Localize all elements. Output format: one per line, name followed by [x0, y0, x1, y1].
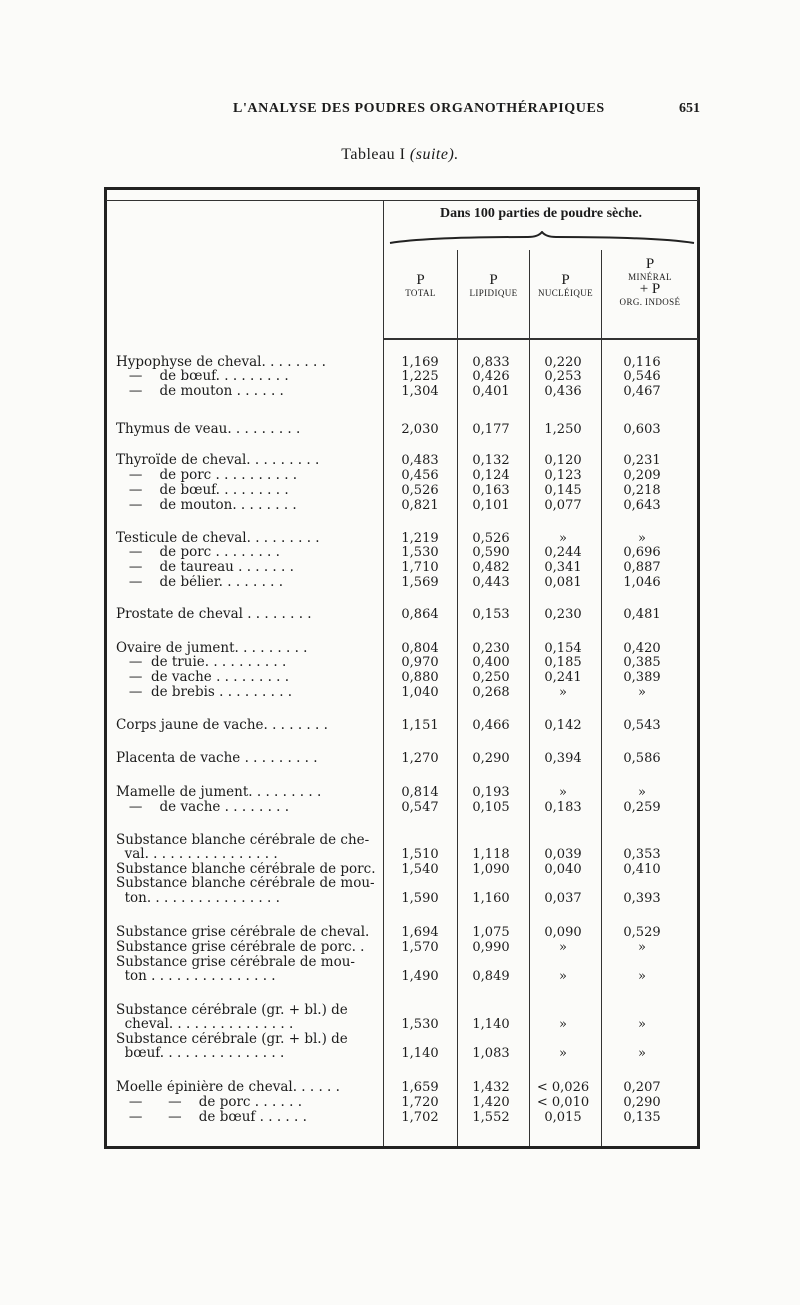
row-label: val. . . . . . . . . . . . . . . .: [116, 847, 278, 862]
table-cell: 0,290: [623, 1095, 661, 1110]
table-cell: 0,833: [472, 355, 510, 370]
table-cell: 1,083: [472, 1046, 510, 1061]
row-label: Substance grise cérébrale de cheval.: [116, 925, 370, 940]
row-label: — de vache . . . . . . . .: [116, 800, 290, 815]
column-header-symbol: P: [489, 272, 498, 288]
table-cell: 1,219: [401, 531, 439, 546]
row-label: Hypophyse de cheval. . . . . . . .: [116, 355, 326, 370]
running-head: [0, 101, 800, 123]
caption-sub: (suite).: [409, 146, 459, 163]
table-cell: 1,140: [472, 1017, 510, 1032]
table-cell: 0,970: [401, 655, 439, 670]
table-cell: 0,123: [544, 468, 582, 483]
column-header-label: MINÉRAL: [628, 271, 672, 282]
row-label: — de bœuf. . . . . . . . .: [116, 369, 289, 384]
table-cell: 0,268: [472, 685, 510, 700]
column-header-lipidique: [458, 273, 529, 298]
table-cell: 0,814: [401, 785, 439, 800]
table-cell: 0,603: [623, 422, 661, 437]
table-cell: 0,135: [623, 1110, 661, 1125]
row-label: — de porc . . . . . . . . . .: [116, 468, 298, 483]
row-label: Moelle épinière de cheval. . . . . .: [116, 1080, 340, 1095]
table-cell: 0,389: [623, 670, 661, 685]
table-cell: 0,456: [401, 468, 439, 483]
table-cell: 0,101: [472, 498, 510, 513]
column-header-total: [384, 273, 457, 298]
table-cell: 0,849: [472, 969, 510, 984]
table-cell: 1,270: [401, 751, 439, 766]
table-cell: 0,401: [472, 384, 510, 399]
table-cell: 0,015: [544, 1110, 582, 1125]
table-cell: 1,225: [401, 369, 439, 384]
row-label: — de mouton. . . . . . . .: [116, 498, 297, 513]
table-cell: 0,529: [623, 925, 661, 940]
column-header-label: TOTAL: [405, 287, 436, 298]
table-cell: 1,118: [472, 847, 510, 862]
table-cell: 0,253: [544, 369, 582, 384]
table-cell: 1,540: [401, 862, 439, 877]
table-cell: 0,466: [472, 718, 510, 733]
table-cell: »: [559, 785, 567, 800]
table-cell: »: [559, 1017, 567, 1032]
table-cell: 0,244: [544, 545, 582, 560]
table-cell: 0,039: [544, 847, 582, 862]
row-label: Thymus de veau. . . . . . . . .: [116, 422, 301, 437]
row-label: Thyroïde de cheval. . . . . . . . .: [116, 453, 320, 468]
table-cell: 1,046: [623, 575, 661, 590]
row-label: ton . . . . . . . . . . . . . . .: [116, 969, 276, 984]
table-cell: 0,483: [401, 453, 439, 468]
row-label: Testicule de cheval. . . . . . . . .: [116, 531, 320, 546]
row-label: — de brebis . . . . . . . . .: [116, 685, 293, 700]
table-cell: 0,290: [472, 751, 510, 766]
row-label: Placenta de vache . . . . . . . . .: [116, 751, 318, 766]
row-label: — de porc . . . . . . . .: [116, 545, 280, 560]
table-cell: 0,643: [623, 498, 661, 513]
table-cell: »: [638, 531, 646, 546]
table-cell: »: [638, 940, 646, 955]
table-cell: 0,132: [472, 453, 510, 468]
table-cell: 0,341: [544, 560, 582, 575]
table-cell: 0,163: [472, 483, 510, 498]
table-cell: 0,040: [544, 862, 582, 877]
table-cell: 0,864: [401, 607, 439, 622]
table-cell: 1,720: [401, 1095, 439, 1110]
table-cell: »: [638, 785, 646, 800]
table-cell: 0,887: [623, 560, 661, 575]
brace-icon: [388, 231, 696, 247]
table-cell: 1,420: [472, 1095, 510, 1110]
table-cell: 1,510: [401, 847, 439, 862]
table-cell: 1,090: [472, 862, 510, 877]
row-label: — — de porc . . . . . .: [116, 1095, 302, 1110]
table-cell: 0,209: [623, 468, 661, 483]
column-header-symbol: P: [416, 272, 425, 288]
table-cell: 0,124: [472, 468, 510, 483]
table-cell: 1,702: [401, 1110, 439, 1125]
table-cell: 1,659: [401, 1080, 439, 1095]
table-cell: 0,353: [623, 847, 661, 862]
table-cell: 0,231: [623, 453, 661, 468]
table-cell: 0,193: [472, 785, 510, 800]
table-cell: 0,259: [623, 800, 661, 815]
column-header-plus: + P: [639, 281, 661, 298]
table-cell: 1,490: [401, 969, 439, 984]
table-cell: 0,467: [623, 384, 661, 399]
table-cell: 1,552: [472, 1110, 510, 1125]
table-cell: 0,116: [623, 355, 661, 370]
table-cell: 1,530: [401, 545, 439, 560]
table-cell: 1,140: [401, 1046, 439, 1061]
table-cell: 0,436: [544, 384, 582, 399]
row-label: Substance cérébrale (gr. + bl.) de: [116, 1003, 348, 1018]
table-cell: 0,526: [401, 483, 439, 498]
column-divider: [601, 250, 602, 1146]
row-label: Substance blanche cérébrale de porc.: [116, 862, 376, 877]
table-cell: 1,151: [401, 718, 439, 733]
table-cell: 0,990: [472, 940, 510, 955]
table-cell: 1,569: [401, 575, 439, 590]
table-cell: 0,230: [472, 641, 510, 656]
table-cell: »: [638, 1017, 646, 1032]
table-cell: 0,145: [544, 483, 582, 498]
column-header-symbol: P: [561, 272, 570, 288]
table-cell: 0,526: [472, 531, 510, 546]
row-label: — — de bœuf . . . . . .: [116, 1110, 307, 1125]
table-cell: »: [638, 969, 646, 984]
table-caption: [0, 146, 800, 164]
table-cell: 1,710: [401, 560, 439, 575]
table-cell: 0,154: [544, 641, 582, 656]
table-cell: 0,821: [401, 498, 439, 513]
table-cell: 0,586: [623, 751, 661, 766]
table-cell: 0,426: [472, 369, 510, 384]
table-cell: 1,694: [401, 925, 439, 940]
table-cell: »: [559, 685, 567, 700]
table-cell: 1,304: [401, 384, 439, 399]
table-cell: 1,432: [472, 1080, 510, 1095]
row-label: Corps jaune de vache. . . . . . . .: [116, 718, 328, 733]
row-label: — de mouton . . . . . .: [116, 384, 284, 399]
table-cell: 0,185: [544, 655, 582, 670]
table-cell: 0,880: [401, 670, 439, 685]
row-label: Substance blanche cérébrale de mou-: [116, 876, 375, 891]
table-cell: 0,077: [544, 498, 582, 513]
table-cell: »: [559, 940, 567, 955]
table-cell: 0,481: [623, 607, 661, 622]
table-cell: »: [559, 531, 567, 546]
row-label: — de bélier. . . . . . . .: [116, 575, 284, 590]
table-cell: 0,482: [472, 560, 510, 575]
table-cell: 0,120: [544, 453, 582, 468]
table-cell: 1,570: [401, 940, 439, 955]
table-cell: 0,393: [623, 891, 661, 906]
table-cell: < 0,026: [536, 1080, 590, 1095]
group-header: Dans 100 parties de poudre sèche.: [440, 206, 642, 221]
table-cell: 0,590: [472, 545, 510, 560]
row-label: bœuf. . . . . . . . . . . . . . .: [116, 1046, 285, 1061]
table-cell: 1,040: [401, 685, 439, 700]
column-header-label: NUCLÉIQUE: [537, 287, 594, 298]
table-cell: 0,804: [401, 641, 439, 656]
row-label: — de bœuf. . . . . . . . .: [116, 483, 289, 498]
caption-main: Tableau I: [341, 146, 406, 163]
table-cell: 0,547: [401, 800, 439, 815]
table-cell: 0,218: [623, 483, 661, 498]
table-cell: »: [559, 969, 567, 984]
column-header-nucleique: [530, 273, 601, 298]
row-label: — de vache . . . . . . . . .: [116, 670, 290, 685]
row-label: Ovaire de jument. . . . . . . . .: [116, 641, 308, 656]
row-label: ton. . . . . . . . . . . . . . . .: [116, 891, 280, 906]
row-label: Substance blanche cérébrale de che-: [116, 833, 370, 848]
column-header-label-2: ORG. INDOSÉ: [619, 296, 681, 307]
table-cell: 1,160: [472, 891, 510, 906]
table-cell: 0,410: [623, 862, 661, 877]
table-cell: 0,546: [623, 369, 661, 384]
table-cell: 0,420: [623, 641, 661, 656]
row-label: Prostate de cheval . . . . . . . .: [116, 607, 312, 622]
table-cell: 0,241: [544, 670, 582, 685]
row-label: Substance grise cérébrale de porc. .: [116, 940, 365, 955]
table-cell: 0,220: [544, 355, 582, 370]
table-cell: 2,030: [401, 422, 439, 437]
column-divider: [383, 200, 384, 1146]
row-label: cheval. . . . . . . . . . . . . . .: [116, 1017, 294, 1032]
table-cell: 0,183: [544, 800, 582, 815]
table-cell: 0,543: [623, 718, 661, 733]
table-cell: 0,081: [544, 575, 582, 590]
row-label: Mamelle de jument. . . . . . . . .: [116, 785, 322, 800]
row-label: Substance cérébrale (gr. + bl.) de: [116, 1032, 348, 1047]
row-label: Substance grise cérébrale de mou-: [116, 955, 355, 970]
header-rule: [106, 200, 698, 201]
table-cell: 0,142: [544, 718, 582, 733]
table-cell: 0,250: [472, 670, 510, 685]
table-cell: 0,443: [472, 575, 510, 590]
row-label: — de taureau . . . . . . .: [116, 560, 294, 575]
row-label: — de truie. . . . . . . . . .: [116, 655, 287, 670]
table-cell: »: [638, 685, 646, 700]
table-cell: 0,400: [472, 655, 510, 670]
table-cell: 1,169: [401, 355, 439, 370]
table-cell: 0,153: [472, 607, 510, 622]
column-header-symbol: P: [645, 256, 655, 272]
table-cell: 0,230: [544, 607, 582, 622]
table-cell: 1,530: [401, 1017, 439, 1032]
running-title: L'ANALYSE DES POUDRES ORGANOTHÉRAPIQUES: [233, 101, 605, 116]
table-cell: 0,385: [623, 655, 661, 670]
table-cell: »: [559, 1046, 567, 1061]
table-cell: »: [638, 1046, 646, 1061]
table-cell: 1,075: [472, 925, 510, 940]
page-number: 651: [679, 101, 700, 116]
table-cell: 0,696: [623, 545, 661, 560]
table-cell: 1,590: [401, 891, 439, 906]
table-cell: 0,394: [544, 751, 582, 766]
table-cell: 0,177: [472, 422, 510, 437]
table-cell: < 0,010: [536, 1095, 590, 1110]
table-cell: 0,037: [544, 891, 582, 906]
table-cell: 1,250: [544, 422, 582, 437]
table-cell: 0,105: [472, 800, 510, 815]
column-header-label: LIPIDIQUE: [469, 287, 518, 298]
table-cell: 0,207: [623, 1080, 661, 1095]
table-cell: 0,090: [544, 925, 582, 940]
column-header-mineral: [602, 257, 698, 307]
header-rule: [384, 338, 698, 340]
